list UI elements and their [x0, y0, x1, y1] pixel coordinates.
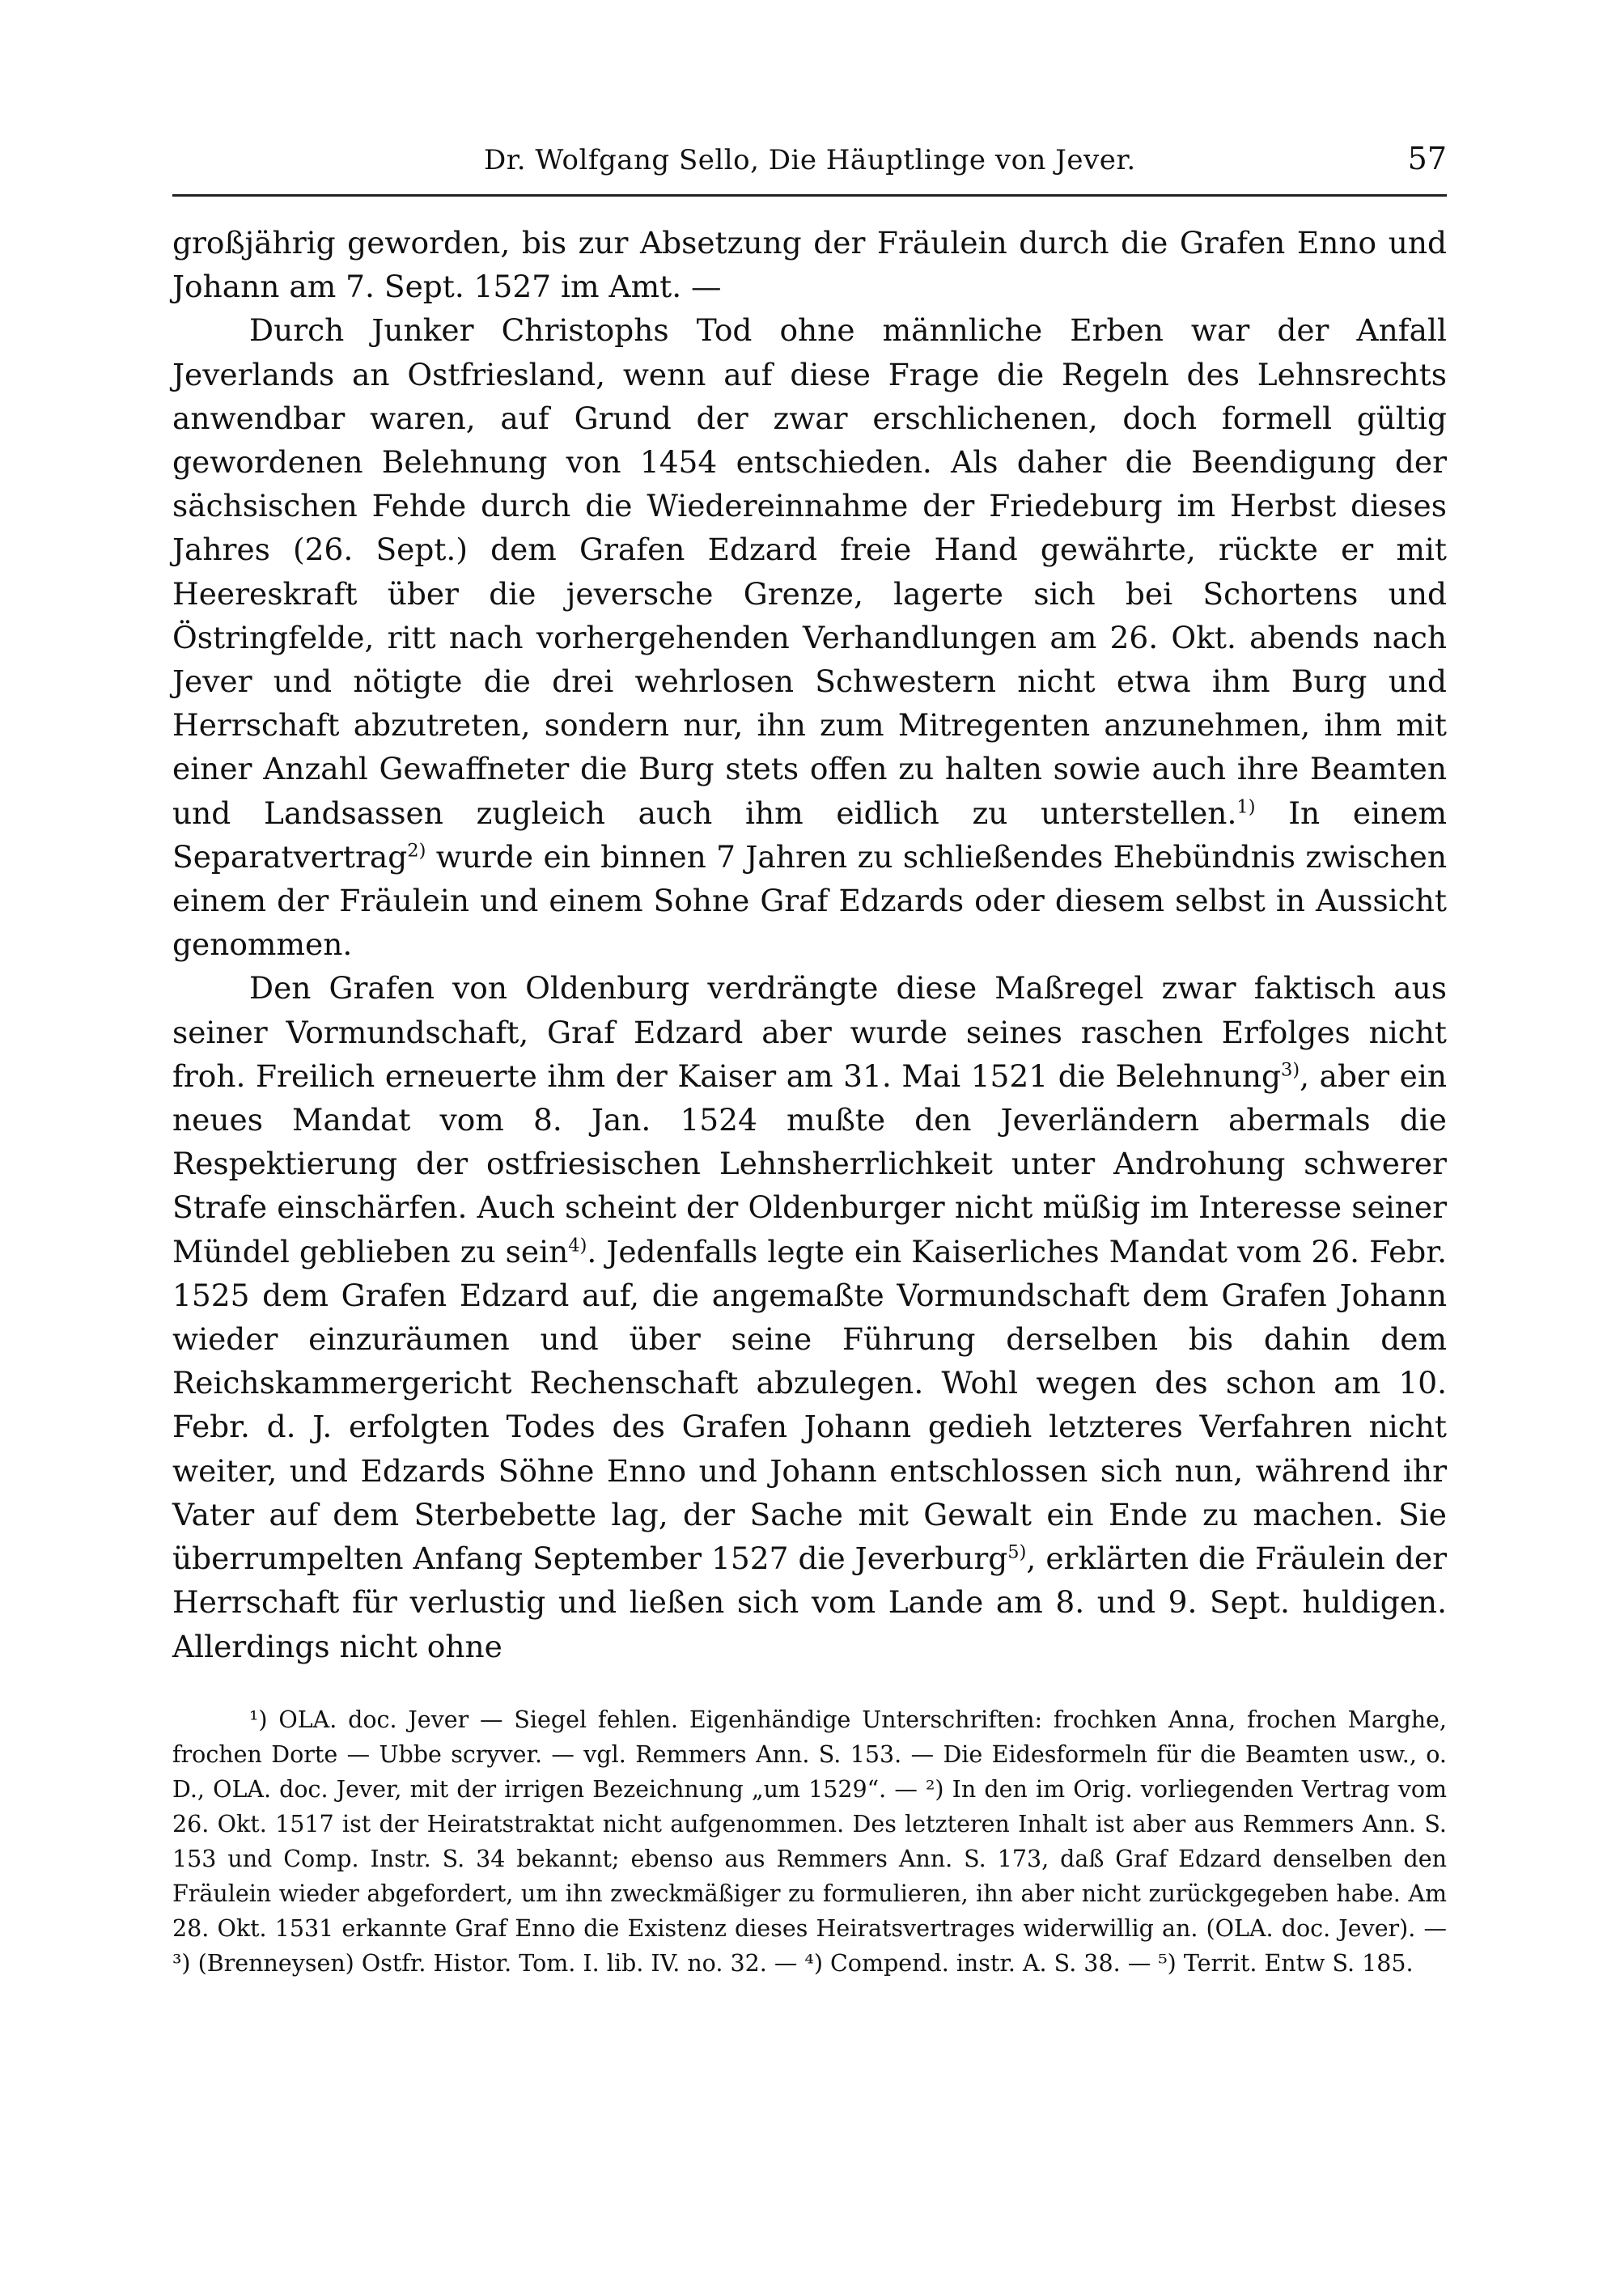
body-text [172, 221, 1447, 1668]
footnote-ref: 5) [1007, 1541, 1027, 1563]
paragraph-3 [172, 966, 1447, 1668]
footnote-block: ¹) OLA. doc. Jever — Siegel fehlen. Eigenhändige Unterschriften: frochken Anna, frochen Marghe, frochen Dorte — Ubbe scryver. — vgl. Remmers Ann. S. 153. — Die Eidesformeln für die Beamten usw., o. D., OLA. doc. Jever, mit der irrigen Bezeichnung „um 1529“. — ²) In den im Orig. vorliegenden Vertrag vom 26. Okt. 1517 ist der Heiratstraktat nicht aufgenommen. Des letzteren Inhalt ist aber aus Remmers Ann. S. 153 und Comp. Instr. S. 34 bekannt; ebenso aus Remmers Ann. S. 173, daß Graf Edzard denselben den Fräulein wieder abgefordert, um ihn zweckmäßiger zu formulieren, ihn aber nicht zurückgegeben habe. Am 28. Okt. 1531 erkannte Graf Enno die Existenz dieses Heiratsvertrages widerwillig an. (OLA. doc. Jever). — ³) (Brenneysen) Ostfr. Histor. Tom. I. lib. IV. no. 32. — ⁴) Compend. instr. A. S. 38. — ⁵) Territ. Entw S. 185. [172, 1706, 1447, 1977]
paragraph-1 [172, 221, 1447, 308]
footnote-ref: 4) [568, 1235, 587, 1257]
footnote-ref: 2) [407, 840, 426, 862]
paragraph-text: Den Grafen von Oldenburg verdrängte diese Maßregel zwar faktisch aus seiner Vormundschaft, Graf Edzard aber wurde seines raschen Erfolges nicht froh. Freilich erneuerte ihm der Kaiser am 31. Mai 1521 die Belehnung [172, 970, 1447, 1094]
running-title: Dr. Wolfgang Sello, Die Häuptlinge von Jever. [484, 144, 1136, 176]
paragraph-2 [172, 308, 1447, 966]
paragraph-text: großjährig geworden, bis zur Absetzung der Fräulein durch die Grafen Enno und Johann am 7. Sept. 1527 im Amt. — [172, 225, 1447, 305]
footnote-ref: 3) [1281, 1059, 1300, 1081]
running-head [172, 138, 1447, 197]
book-page [172, 138, 1447, 2241]
paragraph-text: , aber ein neues Mandat vom 8. Jan. 1524 mußte den Jeverländern abermals die Respektierung der ostfriesischen Lehnsherrlichkeit unter Androhung schwerer Strafe einschärfen. Auch scheint der Oldenburger nicht müßig im Interesse seiner Mündel geblieben zu sein [172, 1057, 1447, 1269]
paragraph-text: . Jedenfalls legte ein Kaiserliches Mandat vom 26. Febr. 1525 dem Grafen Edzard auf, die angemaßte Vormundschaft dem Grafen Johann wieder einzuräumen und über seine Führung derselben bis dahin dem Reichskammergericht Rechenschaft abzulegen. Wohl wegen des schon am 10. Febr. d. J. erfolgten Todes des Grafen Johann gedieh letzteres Verfahren nicht weiter, und Edzards Söhne Enno und Johann entschlossen sich nun, während ihr Vater auf dem Sterbebette lag, der Sache mit Gewalt ein Ende zu machen. Sie überrumpelten Anfang September 1527 die Jeverburg [172, 1233, 1448, 1577]
paragraph-text: wurde ein binnen 7 Jahren zu schließendes Ehebündnis zwischen einem der Fräulein und einem Sohne Graf Edzards oder diesem selbst in Aussicht genommen. [172, 838, 1447, 963]
paragraph-text: Durch Junker Christophs Tod ohne männliche Erben war der Anfall Jeverlands an Ostfriesland, wenn auf diese Frage die Regeln des Lehnsrechts anwendbar waren, auf Grund der zwar erschlichenen, doch formell gültig gewordenen Belehnung von 1454 entschieden. Als daher die Beendigung der sächsischen Fehde durch die Wiedereinnahme der Friedeburg im Herbst dieses Jahres (26. Sept.) dem Grafen Edzard freie Hand gewährte, rückte er mit Heereskraft über die jeversche Grenze, lagerte sich bei Schortens und Östringfelde, ritt nach vorhergehenden Verhandlungen am 26. Okt. abends nach Jever und nötigte die drei wehrlosen Schwestern nicht etwa ihm Burg und Herrschaft abzutreten, sondern nur, ihn zum Mitregenten anzunehmen, ihm mit einer Anzahl Gewaffneter die Burg stets offen zu halten sowie auch ihre Beamten und Landsassen zugleich auch ihm eidlich zu unterstellen. [172, 312, 1447, 831]
page-number: 57 [1407, 141, 1447, 176]
footnote-ref: 1) [1236, 796, 1256, 818]
paragraph-text: In einem Separatvertrag [172, 795, 1448, 875]
paragraph-text: , erklärten die Fräulein der Herrschaft für verlustig und ließen sich vom Lande am 8. und 9. Sept. huldigen. Allerdings nicht ohne [172, 1541, 1447, 1664]
footnotes [172, 1702, 1447, 1981]
